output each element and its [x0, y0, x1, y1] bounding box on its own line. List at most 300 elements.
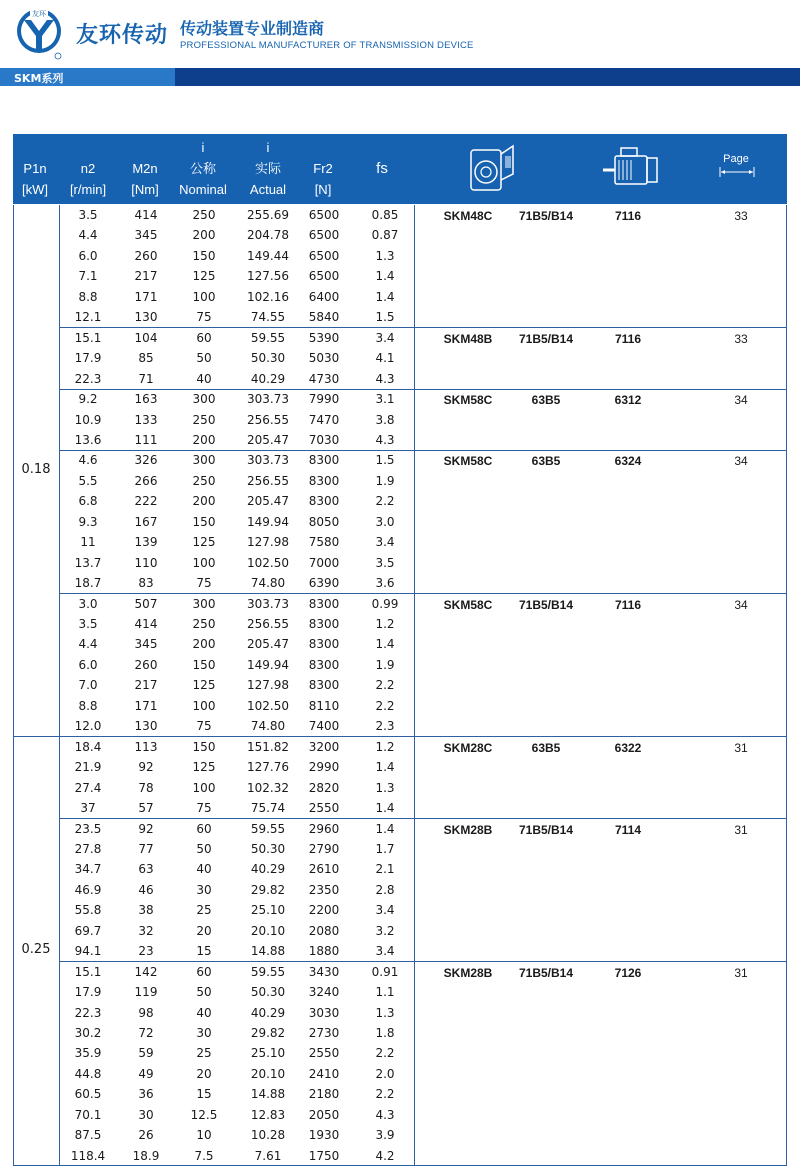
table-cell-fr2: 6400 [308, 289, 340, 304]
table-cell-i-actual: 127.56 [247, 269, 289, 284]
table-cell-fr2: 3430 [308, 964, 340, 979]
col-p1n-unit: [kW] [22, 182, 48, 197]
table-cell-fr2: 5840 [308, 310, 340, 325]
table-cell-fs: 2.2 [375, 494, 395, 509]
table-cell-m2n: 78 [138, 780, 154, 795]
col-m2n [120, 158, 170, 200]
table-cell-m2n: 133 [134, 412, 158, 427]
table-cell-n2: 3.5 [78, 617, 98, 631]
table-cell-fr2: 8300 [308, 617, 340, 631]
table-cell-i-actual: 50.30 [250, 841, 286, 856]
table-cell-m2n: 32 [138, 923, 154, 938]
table-cell-i-actual: 256.55 [247, 473, 289, 488]
table-cell-fr2: 8300 [308, 453, 340, 468]
table-cell-i-actual: 50.30 [250, 985, 286, 1000]
table-cell-n2: 17.9 [74, 985, 102, 1000]
table-cell-i-nominal: 12.5 [190, 1107, 218, 1122]
table-cell-fs: 2.2 [375, 1087, 395, 1102]
table-cell-n2: 13.6 [74, 432, 102, 447]
table-cell-m2n: 222 [134, 494, 158, 509]
table-cell-i-nominal: 50 [196, 351, 212, 366]
table-cell-i-nominal: 15 [196, 944, 212, 959]
page-cell: 31 [734, 965, 748, 980]
table-cell-i-actual: 149.44 [247, 248, 289, 263]
table-cell-m2n: 414 [134, 617, 158, 631]
table-cell-fs: 2.2 [375, 698, 395, 713]
table-cell-m2n: 85 [138, 351, 154, 366]
flange-cell: 63B5 [531, 740, 561, 755]
table-cell-i-nominal: 125 [192, 535, 216, 550]
table-cell-fr2: 2200 [308, 903, 340, 918]
column-divider [786, 205, 787, 1166]
col-i-nominal-cn: 公称 [189, 161, 216, 176]
table-cell-i-actual: 59.55 [250, 821, 286, 836]
table-cell-n2: 5.5 [78, 473, 98, 488]
table-cell-m2n: 63 [138, 862, 154, 877]
table-cell-fr2: 4730 [308, 371, 340, 386]
table-cell-fs: 2.1 [375, 862, 395, 877]
table-cell-i-nominal: 50 [196, 985, 212, 1000]
table-cell-i-nominal: 75 [196, 576, 212, 591]
table-cell-fr2: 6390 [308, 576, 340, 591]
table-cell-fs: 0.91 [371, 964, 399, 979]
table-cell-fr2: 8300 [308, 637, 340, 652]
table-cell-fr2: 2550 [308, 1046, 340, 1061]
table-cell-n2: 55.8 [74, 903, 102, 918]
table-cell-i-nominal: 15 [196, 1087, 212, 1102]
table-cell-fr2: 8050 [308, 514, 340, 529]
flange-cell: 63B5 [531, 393, 561, 408]
col-p1n [13, 158, 57, 200]
brand-name: 友环传动 [76, 23, 169, 48]
table-cell-m2n: 18.9 [132, 1148, 160, 1163]
table-cell-fr2: 2820 [308, 780, 340, 795]
table-cell-n2: 12.0 [74, 719, 102, 734]
table-cell-i-actual: 12.83 [250, 1107, 286, 1122]
col-page: Page [723, 153, 749, 165]
table-cell-i-nominal: 7.5 [194, 1148, 214, 1163]
col-n2-label: n2 [80, 161, 96, 176]
table-cell-fs: 3.9 [375, 1128, 395, 1143]
table-cell-i-nominal: 50 [196, 841, 212, 856]
table-cell-fs: 3.4 [375, 330, 395, 345]
table-cell-fs: 1.1 [375, 985, 395, 1000]
table-cell-m2n: 326 [134, 453, 158, 468]
table-cell-fr2: 8300 [308, 494, 340, 509]
table-cell-i-nominal: 150 [192, 248, 216, 263]
table-cell-i-nominal: 40 [196, 862, 212, 877]
table-cell-fs: 0.87 [371, 228, 399, 243]
table-cell-fr2: 2080 [308, 923, 340, 938]
table-cell-i-nominal: 125 [192, 678, 216, 693]
table-cell-m2n: 130 [134, 310, 158, 325]
page-cell: 31 [734, 740, 748, 755]
col-fs: fs [376, 160, 388, 177]
table-cell-fs: 1.2 [375, 617, 395, 631]
page-cell: 33 [734, 209, 748, 223]
table-cell-m2n: 171 [134, 289, 158, 304]
table-cell-i-actual: 127.98 [247, 535, 289, 550]
table-cell-m2n: 507 [134, 596, 158, 611]
table-cell-n2: 3.0 [78, 596, 98, 611]
table-cell-i-actual: 14.88 [250, 1087, 286, 1102]
table-cell-i-nominal: 125 [192, 269, 216, 284]
table-cell-fs: 1.4 [375, 821, 395, 836]
table-cell-m2n: 167 [134, 514, 158, 529]
table-cell-fs: 1.4 [375, 289, 395, 304]
table-cell-i-nominal: 100 [192, 780, 216, 795]
table-cell-m2n: 139 [134, 535, 158, 550]
table-cell-fs: 3.5 [375, 555, 395, 570]
table-cell-i-nominal: 10 [196, 1128, 212, 1143]
table-cell-fr2: 6500 [308, 228, 340, 243]
table-cell-fs: 1.8 [375, 1026, 395, 1040]
table-cell-i-nominal: 20 [196, 1066, 212, 1081]
table-cell-fs: 2.2 [375, 678, 395, 693]
table-cell-fs: 2.8 [375, 882, 395, 897]
table-cell-fr2: 5030 [308, 351, 340, 366]
table-cell-m2n: 119 [134, 985, 158, 1000]
table-cell-fs: 4.3 [375, 1107, 395, 1122]
col-p1n-label: P1n [23, 161, 47, 176]
table-cell-i-actual: 20.10 [250, 923, 286, 938]
table-cell-i-actual: 127.98 [247, 678, 289, 693]
table-cell-fs: 4.3 [375, 371, 395, 386]
table-cell-i-nominal: 25 [196, 1046, 212, 1061]
table-cell-m2n: 36 [138, 1087, 154, 1102]
table-cell-i-actual: 151.82 [247, 739, 289, 754]
table-cell-i-actual: 255.69 [247, 208, 289, 222]
table-cell-m2n: 77 [138, 841, 154, 856]
table-cell-n2: 21.9 [74, 760, 102, 775]
table-cell-fr2: 7400 [308, 719, 340, 734]
table-cell-fs: 1.4 [375, 760, 395, 775]
table-cell-m2n: 57 [138, 801, 154, 816]
table-cell-n2: 17.9 [74, 351, 102, 366]
table-cell-i-nominal: 300 [192, 596, 216, 611]
table-cell-m2n: 217 [134, 269, 158, 284]
table-cell-n2: 11 [80, 535, 96, 550]
model-cell: SKM48C [443, 209, 493, 223]
power-cell: 0.18 [21, 461, 51, 477]
col-m2n-label: M2n [132, 161, 158, 176]
table-cell-fr2: 6500 [308, 248, 340, 263]
table-cell-fs: 4.3 [375, 432, 395, 447]
motor-code-cell: 6322 [614, 740, 642, 755]
table-cell-fs: 1.2 [375, 739, 395, 754]
table-cell-n2: 7.1 [78, 269, 98, 284]
table-cell-fr2: 2410 [308, 1066, 340, 1081]
table-cell-i-nominal: 75 [196, 719, 212, 734]
motor-icon [603, 146, 661, 190]
table-cell-fs: 1.5 [375, 310, 395, 325]
table-cell-fr2: 1750 [308, 1148, 340, 1163]
table-cell-i-nominal: 300 [192, 453, 216, 468]
page-dimension-icon [719, 167, 755, 177]
table-cell-m2n: 46 [138, 882, 154, 897]
motor-code-cell: 6312 [614, 393, 642, 408]
table-cell-n2: 22.3 [74, 1005, 102, 1020]
table-cell-i-actual: 256.55 [247, 412, 289, 427]
table-cell-i-nominal: 20 [196, 923, 212, 938]
table-cell-m2n: 266 [134, 473, 158, 488]
table-cell-i-nominal: 60 [196, 330, 212, 345]
table-cell-i-actual: 75.74 [250, 801, 286, 816]
flange-cell: 63B5 [531, 454, 561, 469]
table-cell-i-nominal: 60 [196, 964, 212, 979]
table-cell-i-actual: 205.47 [247, 637, 289, 652]
table-cell-m2n: 345 [134, 637, 158, 652]
table-cell-n2: 35.9 [74, 1046, 102, 1061]
table-cell-fr2: 2960 [308, 821, 340, 836]
motor-code-cell: 7116 [614, 331, 642, 346]
table-cell-i-actual: 74.55 [250, 310, 286, 325]
series-label: SKM系列 [14, 72, 64, 85]
table-cell-m2n: 217 [134, 678, 158, 693]
table-cell-fs: 3.4 [375, 944, 395, 959]
motor-code-cell: 7116 [614, 597, 642, 612]
table-cell-i-actual: 40.29 [250, 862, 286, 877]
table-cell-i-nominal: 75 [196, 310, 212, 325]
table-cell-n2: 4.6 [78, 453, 98, 468]
column-divider [13, 205, 14, 1166]
table-cell-fs: 3.1 [375, 392, 395, 407]
table-cell-i-actual: 7.61 [254, 1148, 282, 1163]
table-cell-n2: 12.1 [74, 310, 102, 325]
table-cell-fr2: 3240 [308, 985, 340, 1000]
company-logo-icon [14, 6, 64, 62]
table-cell-m2n: 104 [134, 330, 158, 345]
table-cell-i-nominal: 200 [192, 637, 216, 652]
table-cell-n2: 27.4 [74, 780, 102, 795]
table-cell-i-actual: 102.50 [247, 555, 289, 570]
table-cell-i-actual: 74.80 [250, 576, 286, 591]
table-cell-fr2: 7030 [308, 432, 340, 447]
table-cell-i-nominal: 100 [192, 698, 216, 713]
table-cell-fs: 4.2 [375, 1148, 395, 1163]
table-cell-fr2: 3200 [308, 739, 340, 754]
table-cell-i-nominal: 250 [192, 412, 216, 427]
col-n2-unit: [r/min] [69, 182, 107, 197]
table-cell-fr2: 2180 [308, 1087, 340, 1102]
logo-text: 友环 [32, 10, 46, 18]
table-cell-m2n: 142 [134, 964, 158, 979]
model-cell: SKM28B [443, 965, 493, 980]
table-cell-m2n: 49 [138, 1066, 154, 1081]
col-i-actual-cn: 实际 [254, 161, 281, 176]
table-cell-n2: 4.4 [78, 637, 98, 652]
table-cell-fs: 3.2 [375, 923, 395, 938]
table-cell-i-nominal: 250 [192, 617, 216, 631]
page-cell: 34 [734, 597, 748, 612]
col-i-nominal [173, 137, 233, 200]
table-cell-i-nominal: 125 [192, 760, 216, 775]
table-cell-m2n: 92 [138, 760, 154, 775]
flange-cell: 71B5/B14 [518, 822, 574, 837]
table-cell-n2: 70.1 [74, 1107, 102, 1122]
table-cell-i-actual: 149.94 [247, 514, 289, 529]
table-cell-i-nominal: 30 [196, 882, 212, 897]
table-cell-n2: 30.2 [74, 1026, 102, 1040]
table-cell-n2: 44.8 [74, 1066, 102, 1081]
table-cell-i-actual: 59.55 [250, 330, 286, 345]
flange-cell: 71B5/B14 [518, 965, 574, 980]
table-cell-i-nominal: 150 [192, 739, 216, 754]
table-cell-fs: 3.8 [375, 412, 395, 427]
table-cell-i-nominal: 150 [192, 514, 216, 529]
page-header [0, 0, 800, 68]
table-cell-i-actual: 102.16 [247, 289, 289, 304]
col-m2n-unit: [Nm] [131, 182, 159, 197]
model-cell: SKM48B [443, 331, 493, 346]
table-cell-i-actual: 14.88 [250, 944, 286, 959]
table-cell-i-actual: 29.82 [250, 1026, 286, 1040]
table-cell-i-actual: 303.73 [247, 392, 289, 407]
table-cell-m2n: 26 [138, 1128, 154, 1143]
table-cell-i-actual: 40.29 [250, 371, 286, 386]
table-cell-n2: 18.7 [74, 576, 102, 591]
flange-cell: 71B5/B14 [518, 597, 574, 612]
flange-cell: 71B5/B14 [518, 331, 574, 346]
model-cell: SKM58C [443, 597, 493, 612]
table-cell-i-actual: 303.73 [247, 596, 289, 611]
col-i-nominal-symbol: i [201, 140, 205, 155]
table-cell-fr2: 1880 [308, 944, 340, 959]
table-cell-n2: 118.4 [70, 1148, 106, 1163]
model-cell: SKM28B [443, 822, 493, 837]
table-cell-fs: 1.4 [375, 801, 395, 816]
table-cell-n2: 60.5 [74, 1087, 102, 1102]
gearbox-icon [469, 144, 519, 196]
table-cell-n2: 23.5 [74, 821, 102, 836]
table-cell-fr2: 8300 [308, 473, 340, 488]
table-cell-n2: 3.5 [78, 208, 98, 222]
table-cell-i-actual: 74.80 [250, 719, 286, 734]
table-cell-fr2: 7000 [308, 555, 340, 570]
table-cell-m2n: 130 [134, 719, 158, 734]
table-cell-m2n: 111 [134, 432, 158, 447]
table-cell-i-actual: 303.73 [247, 453, 289, 468]
table-cell-i-nominal: 30 [196, 1026, 212, 1040]
table-cell-i-actual: 204.78 [247, 228, 289, 243]
table-cell-n2: 8.8 [78, 698, 98, 713]
table-cell-m2n: 414 [134, 208, 158, 222]
table-cell-i-nominal: 250 [192, 208, 216, 222]
table-cell-m2n: 72 [138, 1026, 154, 1040]
table-cell-fr2: 2350 [308, 882, 340, 897]
table-cell-n2: 22.3 [74, 371, 102, 386]
table-cell-fr2: 2730 [308, 1026, 340, 1040]
table-cell-i-actual: 205.47 [247, 494, 289, 509]
table-cell-m2n: 59 [138, 1046, 154, 1061]
table-cell-i-nominal: 60 [196, 821, 212, 836]
table-cell-fr2: 2550 [308, 801, 340, 816]
slogan: 传动装置专业制造商 [180, 19, 325, 38]
model-cell: SKM58C [443, 454, 493, 469]
table-cell-m2n: 171 [134, 698, 158, 713]
table-cell-fr2: 5390 [308, 330, 340, 345]
table-cell-i-actual: 102.50 [247, 698, 289, 713]
table-cell-i-nominal: 150 [192, 657, 216, 672]
table-cell-fs: 1.3 [375, 1005, 395, 1020]
table-cell-n2: 13.7 [74, 555, 102, 570]
table-cell-n2: 15.1 [74, 330, 102, 345]
table-cell-fs: 0.85 [371, 208, 399, 222]
table-cell-n2: 6.0 [78, 657, 98, 672]
table-cell-n2: 9.2 [78, 392, 98, 407]
table-cell-fr2: 8300 [308, 678, 340, 693]
table-cell-m2n: 113 [134, 739, 158, 754]
table-cell-n2: 4.4 [78, 228, 98, 243]
table-cell-i-nominal: 75 [196, 801, 212, 816]
table-cell-fr2: 6500 [308, 208, 340, 222]
table-header [13, 134, 787, 204]
table-cell-i-nominal: 200 [192, 432, 216, 447]
table-cell-n2: 7.0 [78, 678, 98, 693]
table-cell-n2: 34.7 [74, 862, 102, 877]
table-cell-fr2: 2990 [308, 760, 340, 775]
table-cell-i-actual: 50.30 [250, 351, 286, 366]
table-cell-m2n: 98 [138, 1005, 154, 1020]
table-cell-m2n: 260 [134, 248, 158, 263]
table-cell-fr2: 7470 [308, 412, 340, 427]
flange-cell: 71B5/B14 [518, 209, 574, 223]
table-cell-fs: 2.3 [375, 719, 395, 734]
motor-code-cell: 7126 [614, 965, 642, 980]
table-cell-n2: 27.8 [74, 841, 102, 856]
table-cell-fs: 1.5 [375, 453, 395, 468]
table-cell-n2: 6.0 [78, 248, 98, 263]
col-fr2-label: Fr2 [313, 161, 333, 176]
table-cell-n2: 9.3 [78, 514, 98, 529]
table-cell-i-actual: 40.29 [250, 1005, 286, 1020]
table-cell-fs: 1.9 [375, 473, 395, 488]
table-cell-fs: 1.4 [375, 269, 395, 284]
table-cell-fs: 2.0 [375, 1066, 395, 1081]
table-cell-i-nominal: 200 [192, 228, 216, 243]
table-cell-fs: 0.99 [371, 596, 399, 611]
table-cell-n2: 37 [80, 801, 96, 816]
table-cell-i-nominal: 200 [192, 494, 216, 509]
table-cell-fr2: 2790 [308, 841, 340, 856]
table-cell-m2n: 23 [138, 944, 154, 959]
table-cell-fr2: 1930 [308, 1128, 340, 1143]
table-cell-m2n: 71 [138, 371, 154, 386]
page-cell: 34 [734, 454, 748, 469]
table-cell-fs: 4.1 [375, 351, 395, 366]
table-cell-i-nominal: 25 [196, 903, 212, 918]
col-i-actual-en: Actual [249, 182, 287, 197]
table-cell-fs: 1.3 [375, 780, 395, 795]
table-cell-i-actual: 149.94 [247, 657, 289, 672]
table-cell-fs: 3.4 [375, 903, 395, 918]
table-cell-fs: 3.0 [375, 514, 395, 529]
table-cell-i-nominal: 100 [192, 555, 216, 570]
table-cell-i-nominal: 40 [196, 1005, 212, 1020]
motor-code-cell: 7114 [614, 822, 642, 837]
table-cell-fr2: 8300 [308, 657, 340, 672]
table-cell-fs: 3.4 [375, 535, 395, 550]
table-cell-n2: 69.7 [74, 923, 102, 938]
table-cell-i-actual: 59.55 [250, 964, 286, 979]
table-cell-fs: 3.6 [375, 576, 395, 591]
table-cell-i-nominal: 250 [192, 473, 216, 488]
column-divider [59, 205, 60, 1166]
table-cell-m2n: 110 [134, 555, 158, 570]
table-cell-m2n: 30 [138, 1107, 154, 1122]
col-fr2 [303, 158, 343, 200]
table-cell-fs: 1.9 [375, 657, 395, 672]
